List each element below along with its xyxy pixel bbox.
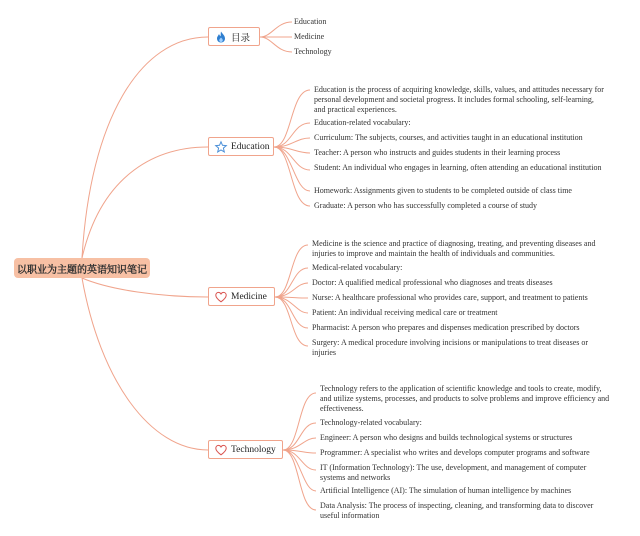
- technology-term-programmer[interactable]: Programmer: A specialist who writes and develops computer programs and software: [320, 448, 590, 457]
- technology-definition[interactable]: Technology refers to the application of scientific knowledge and tools to create, modify, and utilize systems, processes, and products to solve problems and improve efficiency and effectiveness.: [320, 384, 610, 413]
- catalog-item-education[interactable]: Education: [294, 17, 327, 26]
- technology-vocab-heading[interactable]: Technology-related vocabulary:: [320, 418, 422, 427]
- branch-catalog[interactable]: [208, 27, 260, 46]
- branch-technology-label: Technology: [231, 444, 276, 455]
- medicine-term-pharmacist[interactable]: Pharmacist: A person who prepares and dispenses medication prescribed by doctors: [312, 323, 580, 332]
- branch-education[interactable]: [208, 137, 274, 156]
- education-term-homework[interactable]: Homework: Assignments given to students to be completed outside of class time: [314, 186, 572, 195]
- connector-root-technology: [82, 278, 208, 450]
- branch-medicine[interactable]: [208, 287, 275, 306]
- connector-root-medicine: [82, 278, 208, 297]
- medicine-term-patient[interactable]: Patient: An individual receiving medical care or treatment: [312, 308, 498, 317]
- technology-term-engineer[interactable]: Engineer: A person who designs and builds technological systems or structures: [320, 433, 573, 442]
- education-term-student[interactable]: Student: An individual who engages in learning, often attending an educational institution: [314, 163, 602, 172]
- branch-medicine-label: Medicine: [231, 291, 267, 302]
- education-term-curriculum[interactable]: Curriculum: The subjects, courses, and activities taught in an educational institution: [314, 133, 583, 142]
- catalog-item-technology[interactable]: Technology: [294, 47, 332, 56]
- catalog-item-medicine[interactable]: Medicine: [294, 32, 325, 41]
- fire-icon: [215, 31, 227, 43]
- star-icon: [215, 141, 227, 153]
- branch-education-label: Education: [231, 141, 270, 152]
- technology-term-ai[interactable]: Artificial Intelligence (AI): The simulation of human intelligence by machines: [320, 486, 572, 495]
- heart-icon: [215, 444, 227, 456]
- education-definition[interactable]: Education is the process of acquiring knowledge, skills, values, and attitudes necessary for personal development and societal progress. It includes formal schooling, self-learning, and practical experiences.: [314, 85, 604, 114]
- education-term-teacher[interactable]: Teacher: A person who instructs and guides students in their learning process: [314, 148, 561, 157]
- education-vocab-heading[interactable]: Education-related vocabulary:: [314, 118, 411, 127]
- medicine-term-nurse[interactable]: Nurse: A healthcare professional who provides care, support, and treatment to patients: [312, 293, 588, 302]
- medicine-term-doctor[interactable]: Doctor: A qualified medical professional who diagnoses and treats diseases: [312, 278, 553, 287]
- medicine-term-surgery[interactable]: Surgery: A medical procedure involving incisions or manipulations to treat diseases or injuries: [312, 338, 589, 357]
- medicine-vocab-heading[interactable]: Medical-related vocabulary:: [312, 263, 403, 272]
- technology-term-data-analysis[interactable]: Data Analysis: The process of inspecting, cleaning, and transforming data to discover useful information: [320, 501, 594, 520]
- root-topic-label: 以职业为主题的英语知识笔记: [17, 264, 147, 276]
- root-topic[interactable]: [14, 258, 150, 278]
- connector-root-education: [82, 147, 208, 258]
- education-term-graduate[interactable]: Graduate: A person who has successfully completed a course of study: [314, 201, 538, 210]
- branch-catalog-label: 目录: [231, 32, 251, 44]
- medicine-definition[interactable]: Medicine is the science and practice of diagnosing, treating, and preventing diseases and injuries to improve and maintain the health of individuals and communities.: [312, 239, 596, 258]
- heart-icon: [215, 291, 227, 303]
- connector-root-catalog: [82, 37, 208, 258]
- technology-term-it[interactable]: IT (Information Technology): The use, development, and management of computer systems and networks: [320, 463, 587, 482]
- branch-technology[interactable]: [208, 440, 283, 459]
